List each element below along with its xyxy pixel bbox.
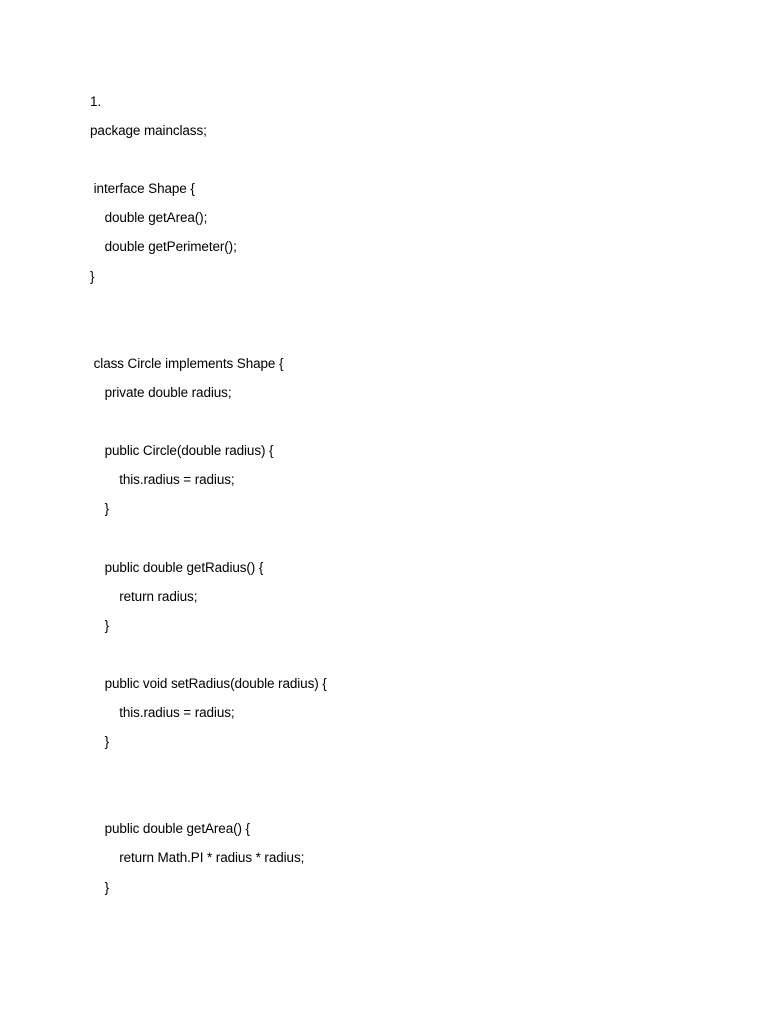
- code-line: }: [90, 734, 110, 750]
- blank-line: [90, 412, 730, 441]
- code-line: }: [90, 879, 110, 895]
- code-line: class Circle implements Shape {: [90, 355, 284, 371]
- blank-line: [90, 645, 730, 674]
- code-line: }: [90, 268, 95, 284]
- code-line: public Circle(double radius) {: [90, 443, 274, 459]
- code-line: }: [90, 501, 110, 517]
- list-number: 1.: [90, 94, 102, 109]
- code-line: this.radius = radius;: [90, 472, 235, 488]
- code-line: }: [90, 617, 110, 633]
- blank-line: [90, 528, 730, 557]
- code-line: double getArea();: [90, 210, 208, 226]
- code-listing: [90, 92, 730, 907]
- blank-line: [90, 790, 730, 819]
- code-line: return radius;: [90, 588, 198, 604]
- blank-line: [90, 150, 730, 179]
- code-line: public double getArea() {: [90, 821, 250, 837]
- code-line: private double radius;: [90, 384, 232, 400]
- code-line: interface Shape {: [90, 181, 195, 197]
- blank-line: [90, 325, 730, 354]
- code-line: double getPerimeter();: [90, 239, 237, 255]
- blank-line: [90, 761, 730, 790]
- code-line: return Math.PI * radius * radius;: [90, 850, 305, 866]
- code-line: public void setRadius(double radius) {: [90, 675, 327, 691]
- code-line: public double getRadius() {: [90, 559, 264, 575]
- code-line: package mainclass;: [90, 123, 207, 139]
- code-line: this.radius = radius;: [90, 704, 235, 720]
- blank-line: [90, 296, 730, 325]
